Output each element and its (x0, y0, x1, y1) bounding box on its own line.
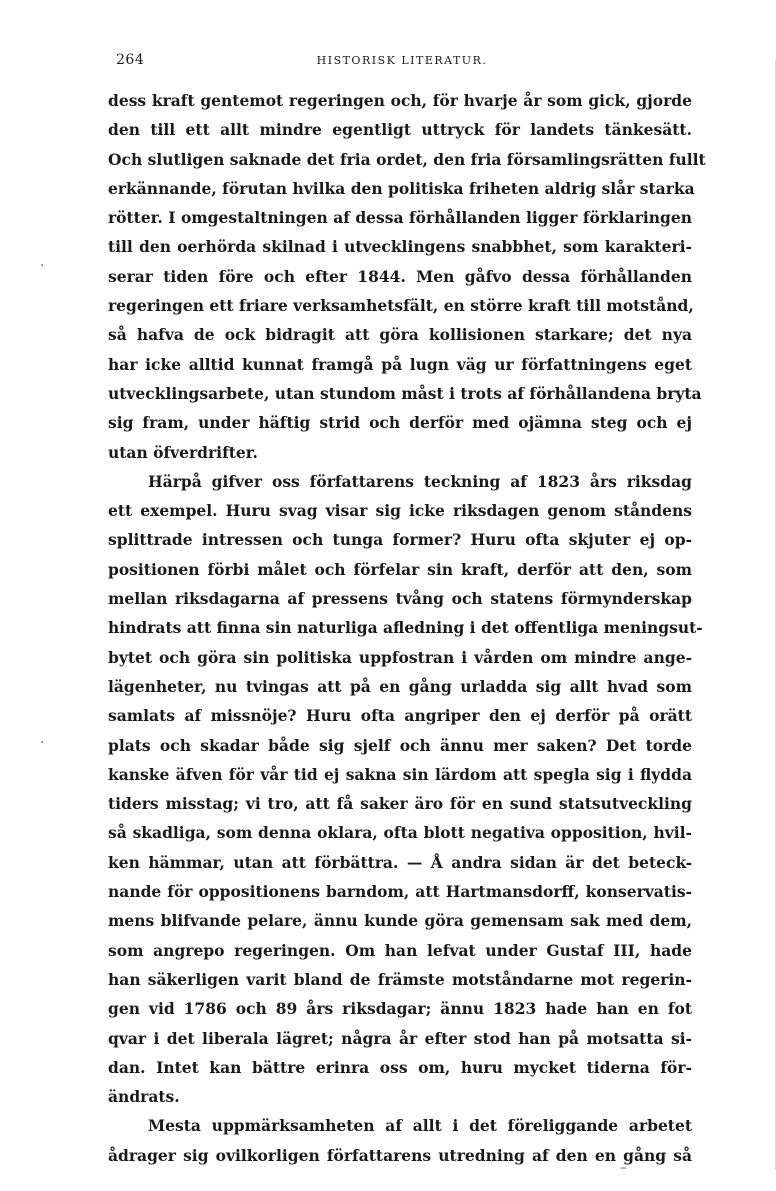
text-line: tiders misstag; vi tro, att få saker äro för en sund statsutveckling (108, 794, 692, 814)
text-line: nande för oppositionens barndom, att Hartmansdorff, konservatis- (108, 882, 692, 902)
text-line: splittrade intressen och tunga former? Huru ofta skjuter ej op- (108, 530, 692, 550)
text-line: Och slutligen saknade det fria ordet, den fria församlingsrätten fullt (108, 149, 706, 169)
text-line: mens blifvande pelare, ännu kunde göra gemensam sak med dem, (108, 911, 692, 931)
text-line: lägenheter, nu tvingas att på en gång urladda sig allt hvad som (108, 676, 692, 696)
text-line: hindrats att finna sin naturliga afledning i det offentliga meningsut- (108, 618, 703, 638)
margin-mark: · (40, 735, 45, 751)
margin-mark: – (620, 1160, 627, 1176)
text-line: så hafva de ock bidragit att göra kollisionen starkare; det nya (108, 325, 692, 345)
text-line: ett exempel. Huru svag visar sig icke riksdagen genom ståndens (108, 501, 692, 521)
text-line: serar tiden före och efter 1844. Men gåfvo dessa förhållanden (108, 266, 692, 286)
text-line: samlats af missnöje? Huru ofta angriper den ej derför på orätt (108, 706, 692, 726)
text-line: ken hämmar, utan att förbättra. — Å andra sidan är det beteck- (108, 852, 692, 872)
body-text (108, 86, 706, 1170)
text-line: så skadliga, som denna oklara, ofta blott negativa opposition, hvil- (108, 823, 692, 843)
text-line: utvecklingsarbete, utan stundom måst i trots af förhållandena bryta (108, 383, 702, 403)
text-line: qvar i det liberala lägret; några år efter stod han på motsatta si- (108, 1028, 692, 1048)
text-line: dess kraft gentemot regeringen och, för hvarje år som gick, gjorde (108, 91, 692, 110)
text-line: mellan riksdagarna af pressens tvång och statens förmynderskap (108, 589, 692, 609)
text-line: gen vid 1786 och 89 års riksdagar; ännu 1823 hade han en fot (108, 999, 692, 1019)
text-line: Mesta uppmärksamheten af allt i det föreliggande arbetet (148, 1116, 692, 1136)
text-line: som angrepo regeringen. Om han lefvat under Gustaf III, hade (108, 940, 692, 960)
text-line: bytet och göra sin politiska uppfostran i vården om mindre ange- (108, 647, 692, 667)
text-line: den till ett allt mindre egentligt uttryck för landets tänkesätt. (108, 120, 692, 140)
text-line: han säkerligen varit bland de främste motståndarne mot regerin- (108, 969, 692, 989)
text-line: dan. Intet kan bättre erinra oss om, huru mycket tiderna för- (108, 1057, 692, 1077)
text-line: rötter. I omgestaltningen af dessa förhållanden ligger förklaringen (108, 208, 692, 228)
text-line: kanske äfven för vår tid ej sakna sin lärdom att spegla sig i flydda (108, 764, 692, 784)
page-header (112, 52, 692, 72)
text-line: ådrager sig ovilkorligen författarens utredning af den en gång så (108, 1145, 692, 1165)
text-line: erkännande, förutan hvilka den politiska friheten aldrig slår starka (108, 178, 695, 198)
text-line: regeringen ett friare verksamhetsfält, en större kraft till motstånd, (108, 296, 694, 316)
text-line: sig fram, under häftig strid och derför med ojämna steg och ej (108, 413, 692, 433)
text-line: Härpå gifver oss författarens teckning af 1823 års riksdag (148, 471, 692, 491)
text-line: ändrats. (108, 1087, 180, 1107)
text-line: plats och skadar både sig sjelf och ännu mer saken? Det torde (108, 735, 692, 755)
page-number: 264 (116, 52, 145, 68)
text-line: positionen förbi målet och förfelar sin kraft, derför att den, som (108, 559, 692, 579)
text-line: har icke alltid kunnat framgå på lugn väg ur författningens eget (108, 354, 692, 374)
running-head: HISTORISK LITERATUR. (316, 54, 488, 67)
margin-mark: · (40, 258, 45, 274)
text-line: till den oerhörda skilnad i utvecklingens snabbhet, som karakteri- (108, 237, 692, 257)
text-line: utan öfverdrifter. (108, 442, 258, 462)
